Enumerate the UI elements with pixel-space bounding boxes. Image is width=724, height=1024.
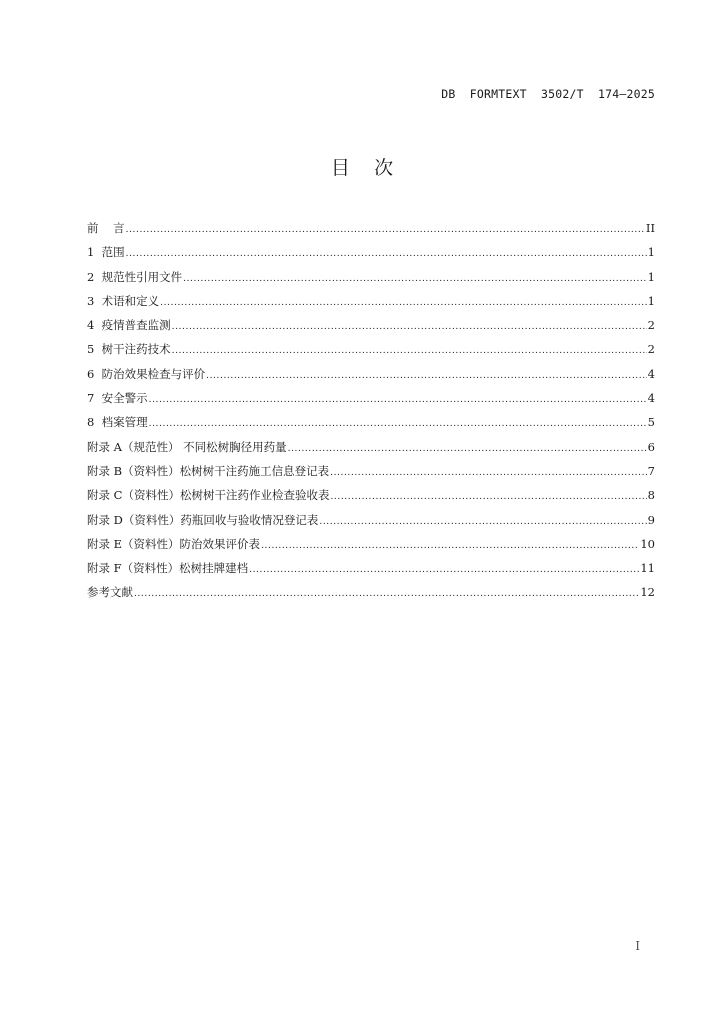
toc-entry-page: 1 bbox=[647, 245, 655, 260]
toc-entry-safety-warning[interactable] bbox=[87, 388, 655, 412]
toc-entry-page: II bbox=[645, 221, 655, 235]
toc-entry-label: 附录 C（资料性）松树树干注药作业检查验收表 bbox=[87, 488, 330, 503]
toc-leader-dots bbox=[330, 463, 647, 483]
toc-entry-label: 6 防治效果检查与评价 bbox=[87, 366, 206, 381]
toc-entry-foreword[interactable] bbox=[87, 218, 655, 242]
toc-entry-page: 2 bbox=[647, 318, 655, 333]
toc-entry-label: 附录 F（资料性）松树挂牌建档 bbox=[87, 561, 249, 576]
toc-entry-label: 附录 B（资料性）松树树干注药施工信息登记表 bbox=[87, 463, 330, 478]
toc-entry-page: 8 bbox=[647, 488, 655, 503]
toc-entry-label: 7 安全警示 bbox=[87, 391, 148, 406]
toc-entry-effect-evaluation[interactable] bbox=[87, 364, 655, 388]
toc-entry-bibliography[interactable] bbox=[87, 582, 655, 606]
toc-entry-label: 3 术语和定义 bbox=[87, 293, 160, 308]
toc-leader-dots bbox=[261, 536, 639, 556]
toc-entry-page: 5 bbox=[647, 415, 655, 430]
toc-entry-appendix-d[interactable] bbox=[87, 510, 655, 534]
toc-entry-page: 4 bbox=[647, 366, 655, 381]
toc-entry-page: 7 bbox=[647, 463, 655, 478]
toc-leader-dots bbox=[149, 390, 647, 410]
toc-entry-label: 4 疫情普查监测 bbox=[87, 318, 171, 333]
table-of-contents bbox=[87, 218, 655, 607]
toc-entry-page: 12 bbox=[640, 585, 655, 600]
page-number: I bbox=[635, 939, 640, 953]
toc-entry-label: 2 规范性引用文件 bbox=[87, 269, 183, 284]
toc-leader-dots bbox=[134, 584, 639, 604]
toc-entry-normative-references[interactable] bbox=[87, 267, 655, 291]
toc-entry-appendix-c[interactable] bbox=[87, 485, 655, 509]
toc-entry-page: 1 bbox=[647, 269, 655, 284]
toc-entry-page: 9 bbox=[647, 512, 655, 527]
toc-leader-dots bbox=[206, 366, 647, 386]
toc-leader-dots bbox=[126, 220, 645, 240]
toc-entry-label: 5 树干注药技术 bbox=[87, 342, 171, 357]
document-standard-number: DB FORMTEXT 3502/T 174—2025 bbox=[441, 87, 655, 101]
toc-leader-dots bbox=[330, 487, 646, 507]
toc-leader-dots bbox=[160, 293, 647, 313]
toc-entry-page: 10 bbox=[640, 536, 655, 551]
toc-entry-label: 附录 A（规范性） 不同松树胸径用药量 bbox=[87, 439, 287, 454]
toc-entry-archive-management[interactable] bbox=[87, 412, 655, 436]
toc-leader-dots bbox=[149, 414, 647, 434]
toc-entry-page: 2 bbox=[647, 342, 655, 357]
toc-entry-page: 4 bbox=[647, 391, 655, 406]
toc-leader-dots bbox=[126, 244, 647, 264]
toc-entry-terms-definitions[interactable] bbox=[87, 291, 655, 315]
toc-entry-appendix-e[interactable] bbox=[87, 534, 655, 558]
toc-entry-appendix-a[interactable] bbox=[87, 437, 655, 461]
toc-entry-scope[interactable] bbox=[87, 242, 655, 266]
toc-entry-appendix-f[interactable] bbox=[87, 558, 655, 582]
toc-leader-dots bbox=[249, 560, 639, 580]
toc-entry-label: 8 档案管理 bbox=[87, 415, 148, 430]
toc-entry-trunk-injection[interactable] bbox=[87, 339, 655, 363]
toc-entry-survey-monitoring[interactable] bbox=[87, 315, 655, 339]
toc-leader-dots bbox=[288, 439, 647, 459]
toc-leader-dots bbox=[319, 512, 646, 532]
toc-leader-dots bbox=[183, 269, 647, 289]
toc-entry-label: 前 言 bbox=[87, 221, 125, 235]
toc-entry-label: 附录 D（资料性）药瓶回收与验收情况登记表 bbox=[87, 512, 319, 527]
toc-title: 目 次 bbox=[330, 157, 394, 179]
toc-entry-label: 1 范围 bbox=[87, 245, 125, 260]
toc-entry-appendix-b[interactable] bbox=[87, 461, 655, 485]
toc-leader-dots bbox=[172, 341, 647, 361]
toc-entry-page: 11 bbox=[640, 561, 655, 576]
toc-entry-label: 参考文献 bbox=[87, 585, 133, 600]
toc-entry-label: 附录 E（资料性）防治效果评价表 bbox=[87, 536, 261, 551]
toc-entry-page: 1 bbox=[647, 293, 655, 308]
toc-entry-page: 6 bbox=[647, 439, 655, 454]
toc-leader-dots bbox=[172, 317, 647, 337]
